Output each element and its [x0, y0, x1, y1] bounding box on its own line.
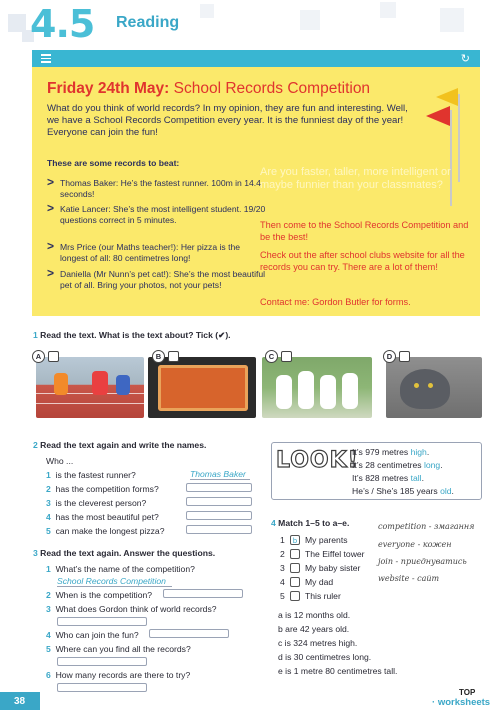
browser-bar — [32, 50, 480, 67]
article-title — [47, 80, 370, 98]
yellow-flag-icon — [436, 88, 458, 106]
record-item: > Katie Lancer: She’s the most intelligent student. 19/20 questions correct in 5 minutes. — [47, 201, 266, 225]
glossary-note: competition - змагання — [378, 522, 475, 531]
ex3-question: 2 When is the competition? — [46, 590, 153, 600]
look-line: It’s 28 centimetres long. — [352, 460, 443, 470]
ex4-item-label: This ruler — [305, 591, 341, 601]
ex3-answer-field[interactable] — [149, 629, 229, 638]
tick-box-c[interactable] — [281, 351, 292, 362]
ex2-answer-field[interactable] — [186, 483, 252, 492]
decor-square — [380, 2, 396, 18]
runners-photo — [36, 357, 144, 418]
ex4-answer: d is 30 centimetres long. — [278, 652, 372, 662]
ex2-answer-field[interactable] — [186, 511, 252, 520]
promo-line: Check out the after school clubs website for all the records you can try. There are a lot of them! — [260, 250, 465, 272]
ex4-match-box[interactable] — [290, 549, 300, 559]
unit-header — [0, 0, 500, 48]
watermark-top: TOP — [459, 688, 476, 697]
unit-number: 4.5 — [30, 2, 95, 46]
record-item: > Thomas Baker: He’s the fastest runner. 100m in 14.4 seconds! — [47, 175, 261, 199]
tick-box-a[interactable] — [48, 351, 59, 362]
arrow-icon: > — [47, 266, 55, 280]
ex2-question: 4 has the most beautiful pet? — [46, 512, 159, 522]
look-line: It’s 828 metres tall. — [352, 473, 424, 483]
cat-photo — [386, 357, 482, 418]
tick-box-d[interactable] — [399, 351, 410, 362]
ex4-item-label: My baby sister — [305, 563, 361, 573]
option-label-c: C — [265, 350, 278, 363]
arrow-icon: > — [47, 239, 55, 253]
ex4-answer: e is 1 metre 80 centimetres tall. — [278, 666, 398, 676]
ex3-question: 1 What’s the name of the competition? — [46, 564, 195, 574]
arrow-icon: > — [47, 175, 55, 189]
ex4-item-number: 5 — [280, 591, 285, 601]
ex2-question: 1 is the fastest runner? — [46, 470, 136, 480]
ex4-instruction: 4 Match 1–5 to a–e. — [271, 518, 350, 528]
glossary-note: join - приєднуватись — [378, 557, 467, 566]
ex4-match-box[interactable] — [290, 577, 300, 587]
contact-line: Contact me: Gordon Butler for forms. — [260, 297, 411, 307]
ex2-instruction: 2 Read the text again and write the names. — [33, 440, 207, 450]
look-logo: LOOK! — [276, 448, 359, 473]
decor-square — [200, 4, 214, 18]
ex3-question: 5 Where can you find all the records? — [46, 644, 191, 654]
pizza-photo — [148, 357, 256, 418]
arrow-icon: > — [47, 201, 55, 215]
ex4-answer: b are 42 years old. — [278, 624, 350, 634]
ex2-question: 5 can make the longest pizza? — [46, 526, 165, 536]
article-heading: School Records Competition — [173, 80, 371, 97]
ex2-answer-example: Thomas Baker — [190, 469, 250, 480]
red-flag-icon — [426, 106, 450, 126]
look-line: It’s 979 metres high. — [352, 447, 430, 457]
ex3-answer-field[interactable] — [163, 589, 243, 598]
option-label-a: A — [32, 350, 45, 363]
ex2-question: 3 is the cleverest person? — [46, 498, 147, 508]
ex4-match-box[interactable] — [290, 591, 300, 601]
article-panel — [32, 50, 480, 316]
page-number: 38 — [0, 692, 40, 710]
ex3-instruction: 3 Read the text again. Answer the questions. — [33, 548, 216, 558]
tick-box-b[interactable] — [168, 351, 179, 362]
promo-question: Are you faster, taller, more intelligent or maybe funnier than your classmates? — [260, 166, 451, 191]
record-item: > Daniella (Mr Nunn’s pet cat!): She’s the most beautiful pet of all. Bring your photos, not your pets! — [47, 266, 266, 290]
decor-square — [440, 8, 464, 32]
ex4-match-box[interactable] — [290, 563, 300, 573]
ex3-answer-field[interactable] — [57, 657, 147, 666]
ex1-instruction: 1 Read the text. What is the text about? Tick (✔). — [33, 330, 231, 340]
ex4-item-label: My parents — [305, 535, 348, 545]
records-heading: These are some records to beat: — [47, 158, 180, 168]
ex2-question: 2 has the competition forms? — [46, 484, 159, 494]
ex3-answer-field[interactable] — [57, 683, 147, 692]
section-title: Reading — [116, 14, 180, 31]
ex3-question: 6 How many records are there to try? — [46, 670, 191, 680]
look-line: He’s / She’s 185 years old. — [352, 486, 454, 496]
promo-line: Then come to the School Records Competition and be the best! — [260, 220, 469, 242]
ex4-item-label: My dad — [305, 577, 334, 587]
decor-square — [300, 10, 320, 30]
ex2-answer-field[interactable] — [186, 525, 252, 534]
ex4-item-number: 2 — [280, 549, 285, 559]
option-label-b: B — [152, 350, 165, 363]
article-intro: What do you think of world records? In my opinion, they are fun and interesting. Well, we have a School Records Competition every year. It is the funniest day of the year! Everyone can join the fun! — [47, 103, 408, 138]
glossary-note: everyone - кожен — [378, 540, 452, 549]
glossary-note: website - сайт — [378, 574, 440, 583]
students-photo — [262, 357, 372, 418]
ex3-answer-example: School Records Competition — [57, 576, 172, 587]
ex2-answer-field[interactable] — [186, 497, 252, 506]
ex4-answer: c is 324 metres high. — [278, 638, 358, 648]
ex3-question: 4 Who can join the fun? — [46, 630, 139, 640]
ex3-answer-field[interactable] — [57, 617, 147, 626]
ex4-item-number: 4 — [280, 577, 285, 587]
ex4-item-number: 1 — [280, 535, 285, 545]
menu-icon[interactable] — [41, 54, 51, 63]
article-date: Friday 24th May: — [47, 80, 170, 97]
option-label-d: D — [383, 350, 396, 363]
refresh-icon[interactable]: ↻ — [460, 53, 470, 65]
ex4-match-box[interactable]: b — [290, 535, 300, 545]
ex2-who: Who ... — [46, 456, 74, 466]
ex4-answer: a is 12 months old. — [278, 610, 351, 620]
ex3-question: 3 What does Gordon think of world records? — [46, 604, 217, 614]
record-item: > Mrs Price (our Maths teacher!): Her pizza is the longest of all: 80 centimetres long! — [47, 239, 241, 263]
ex4-item-number: 3 — [280, 563, 285, 573]
watermark-worksheets: · worksheets — [432, 697, 491, 708]
ex4-item-label: The Eiffel tower — [305, 549, 365, 559]
